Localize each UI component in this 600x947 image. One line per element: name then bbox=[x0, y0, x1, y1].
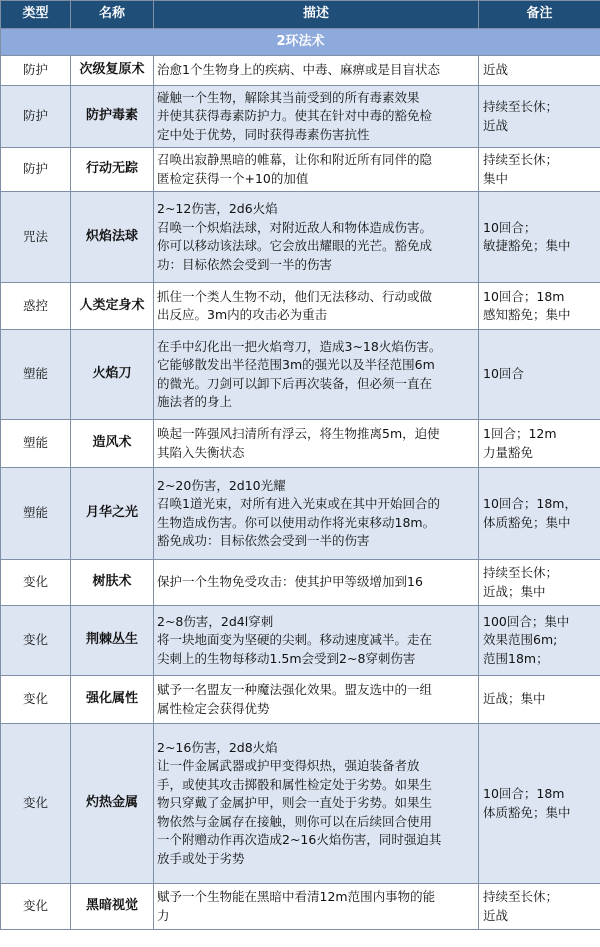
header-name: 名称 bbox=[71, 1, 154, 29]
note-line: 力量豁免 bbox=[483, 444, 534, 460]
description-line: 2~20伤害，2d10光耀 bbox=[157, 477, 286, 493]
cell-note bbox=[479, 283, 600, 330]
cell-type: 塑能 bbox=[1, 330, 71, 420]
cell-type: 塑能 bbox=[1, 420, 71, 468]
description-line: 将一块地面变为坚硬的尖刺。移动速度减半。走在 bbox=[157, 632, 433, 648]
note-line: 10回合；18m bbox=[483, 288, 565, 304]
description-line: 定中处于优势，同时获得毒素伤害抗性 bbox=[157, 126, 370, 142]
description-line: 手，或使其攻击掷骰和属性检定处于劣势。如果生 bbox=[157, 776, 433, 792]
description-line: 你可以移动该法球。它会放出耀眼的光芒。豁免成 bbox=[157, 238, 433, 253]
table-row bbox=[1, 56, 600, 86]
cell-note bbox=[479, 676, 600, 724]
note-line: 集中 bbox=[483, 170, 509, 186]
description-line: 召唤出寂静黑暗的帷幕，让你和附近所有同伴的隐 bbox=[157, 152, 433, 167]
cell-description bbox=[154, 86, 479, 148]
cell-type: 变化 bbox=[1, 560, 71, 606]
cell-type: 塑能 bbox=[1, 468, 71, 560]
cell-description bbox=[154, 420, 479, 468]
description-line: 抓住一个类人生物不动，他们无法移动、行动或做 bbox=[157, 288, 433, 304]
cell-note bbox=[479, 148, 600, 192]
note-line: 效果范围6m; bbox=[483, 632, 558, 648]
note-line: 近战；集中 bbox=[483, 691, 546, 707]
cell-description bbox=[154, 606, 479, 676]
description-line: 生物造成伤害。你可以使用动作将光束移动18m。 bbox=[157, 514, 436, 530]
description-line: 物只穿戴了金属护甲，则会一直处于劣势。如果生 bbox=[157, 795, 433, 811]
cell-description bbox=[154, 468, 479, 560]
cell-note bbox=[479, 724, 600, 884]
description-line: 赋予一个生物能在黑暗中看清12m范围内事物的能 bbox=[157, 889, 436, 904]
description-line: 2~16伤害，2d8火焰 bbox=[157, 739, 278, 755]
cell-note bbox=[479, 560, 600, 606]
table-row bbox=[1, 148, 600, 192]
cell-description bbox=[154, 884, 479, 930]
description-line: 召唤一个炽焰法球，对附近敌人和物体造成伤害。 bbox=[157, 219, 433, 235]
cell-description bbox=[154, 724, 479, 884]
table-row bbox=[1, 468, 600, 560]
description-line: 赋予一名盟友一种魔法强化效果。盟友选中的一组 bbox=[157, 682, 433, 697]
description-line: 属性检定会获得优势 bbox=[157, 700, 270, 716]
note-line: 近战 bbox=[483, 907, 509, 923]
cell-type: 变化 bbox=[1, 884, 71, 930]
header-desc: 描述 bbox=[154, 1, 479, 29]
cell-note bbox=[479, 606, 600, 676]
cell-spell-name: 造风术 bbox=[71, 420, 154, 468]
section-row bbox=[1, 29, 600, 56]
note-line: 持续至长休； bbox=[483, 565, 559, 580]
note-line: 10回合； bbox=[483, 219, 537, 235]
table-row bbox=[1, 283, 600, 330]
cell-spell-name: 灼热金属 bbox=[71, 724, 154, 884]
cell-spell-name: 荆棘丛生 bbox=[71, 606, 154, 676]
description-line: 一个附赠动作再次造成2~16火焰伤害，同时强迫其 bbox=[157, 832, 442, 848]
cell-spell-name: 人类定身术 bbox=[71, 283, 154, 330]
table-row bbox=[1, 676, 600, 724]
note-line: 10回合 bbox=[483, 366, 524, 382]
table-row bbox=[1, 86, 600, 148]
description-line: 碰触一个生物，解除其当前受到的所有毒素效果 bbox=[157, 89, 420, 105]
note-line: 100回合；集中 bbox=[483, 613, 570, 629]
cell-note bbox=[479, 86, 600, 148]
note-line: 1回合；12m bbox=[483, 426, 557, 441]
cell-type: 防护 bbox=[1, 56, 71, 86]
header-row bbox=[1, 1, 600, 29]
description-line: 的微光。刀剑可以卸下后再次装备，但必须一直在 bbox=[157, 375, 433, 391]
cell-note bbox=[479, 56, 600, 86]
description-line: 物依然与金属存在接触，则你可以在后续回合使用 bbox=[157, 813, 433, 829]
description-line: 唤起一阵强风扫清所有浮云，将生物推离5m，迫使 bbox=[157, 426, 440, 441]
description-line: 保护一个生物免受攻击：使其护甲等级增加到16 bbox=[157, 574, 423, 590]
note-line: 敏捷豁免；集中 bbox=[483, 238, 571, 253]
note-line: 持续至长休； bbox=[483, 99, 559, 114]
table-row bbox=[1, 192, 600, 283]
description-line: 在手中幻化出一把火焰弯刀，造成3~18火焰伤害。 bbox=[157, 338, 442, 354]
note-line: 近战；集中 bbox=[483, 583, 546, 599]
note-line: 持续至长休； bbox=[483, 889, 559, 904]
cell-spell-name: 防护毒素 bbox=[71, 86, 154, 148]
note-line: 10回合；18m bbox=[483, 786, 565, 801]
cell-spell-name: 月华之光 bbox=[71, 468, 154, 560]
header-type: 类型 bbox=[1, 1, 71, 29]
description-line: 治愈1个生物身上的疾病、中毒、麻痹或是目盲状态 bbox=[157, 62, 440, 78]
description-line: 豁免成功：目标依然会受到一半的伤害 bbox=[157, 533, 370, 548]
cell-type: 变化 bbox=[1, 606, 71, 676]
cell-note bbox=[479, 330, 600, 420]
table-row bbox=[1, 724, 600, 884]
note-line: 体质豁免；集中 bbox=[483, 514, 571, 530]
note-line: 感知豁免；集中 bbox=[483, 307, 571, 322]
cell-note bbox=[479, 884, 600, 930]
table-row bbox=[1, 560, 600, 606]
cell-spell-name: 行动无踪 bbox=[71, 148, 154, 192]
description-line: 它能够散发出半径范围3m的强光以及半径范围6m bbox=[157, 357, 435, 372]
description-line: 出反应。3m内的攻击必为重击 bbox=[157, 307, 328, 322]
cell-note bbox=[479, 468, 600, 560]
note-line: 近战 bbox=[483, 117, 509, 133]
table-row bbox=[1, 330, 600, 420]
cell-type: 咒法 bbox=[1, 192, 71, 283]
table-row bbox=[1, 420, 600, 468]
cell-description bbox=[154, 148, 479, 192]
description-line: 放手或处于劣势 bbox=[157, 850, 245, 866]
cell-spell-name: 树肤术 bbox=[71, 560, 154, 606]
description-line: 功：目标依然会受到一半的伤害 bbox=[157, 256, 333, 272]
cell-description bbox=[154, 330, 479, 420]
cell-type: 防护 bbox=[1, 86, 71, 148]
cell-note bbox=[479, 420, 600, 468]
header-note: 备注 bbox=[479, 1, 600, 29]
cell-type: 变化 bbox=[1, 676, 71, 724]
description-line: 施法者的身上 bbox=[157, 394, 233, 409]
note-line: 范围18m； bbox=[483, 650, 549, 666]
note-line: 10回合；18m， bbox=[483, 496, 577, 511]
section-title: 2环法术 bbox=[1, 29, 600, 56]
table-row bbox=[1, 606, 600, 676]
cell-spell-name: 强化属性 bbox=[71, 676, 154, 724]
note-line: 近战 bbox=[483, 62, 509, 78]
note-line: 体质豁免；集中 bbox=[483, 804, 571, 820]
description-line: 力 bbox=[157, 907, 170, 923]
table-row bbox=[1, 884, 600, 930]
description-line: 召唤1道光束，对所有进入光束或在其中开始回合的 bbox=[157, 496, 440, 511]
cell-type: 防护 bbox=[1, 148, 71, 192]
description-line: 尖刺上的生物每移动1.5m会受到2~8穿刺伤害 bbox=[157, 650, 416, 666]
description-line: 2~12伤害，2d6火焰 bbox=[157, 201, 278, 216]
note-line: 持续至长休； bbox=[483, 152, 559, 167]
description-line: 匿检定获得一个+10的加值 bbox=[157, 170, 309, 186]
cell-note bbox=[479, 192, 600, 283]
cell-spell-name: 黑暗视觉 bbox=[71, 884, 154, 930]
cell-type: 变化 bbox=[1, 724, 71, 884]
cell-description bbox=[154, 676, 479, 724]
cell-description bbox=[154, 560, 479, 606]
cell-description bbox=[154, 283, 479, 330]
cell-spell-name: 次级复原术 bbox=[71, 56, 154, 86]
description-line: 让一件金属武器或护甲变得炽热，强迫装备者放 bbox=[157, 758, 420, 774]
cell-spell-name: 炽焰法球 bbox=[71, 192, 154, 283]
cell-type: 惑控 bbox=[1, 283, 71, 330]
description-line: 并使其获得毒素防护力。使其在针对中毒的豁免检 bbox=[157, 108, 433, 124]
cell-description bbox=[154, 56, 479, 86]
description-line: 其陷入失衡状态 bbox=[157, 444, 245, 460]
cell-description bbox=[154, 192, 479, 283]
cell-spell-name: 火焰刀 bbox=[71, 330, 154, 420]
description-line: 2~8伤害，2d4l穿刺 bbox=[157, 613, 274, 629]
